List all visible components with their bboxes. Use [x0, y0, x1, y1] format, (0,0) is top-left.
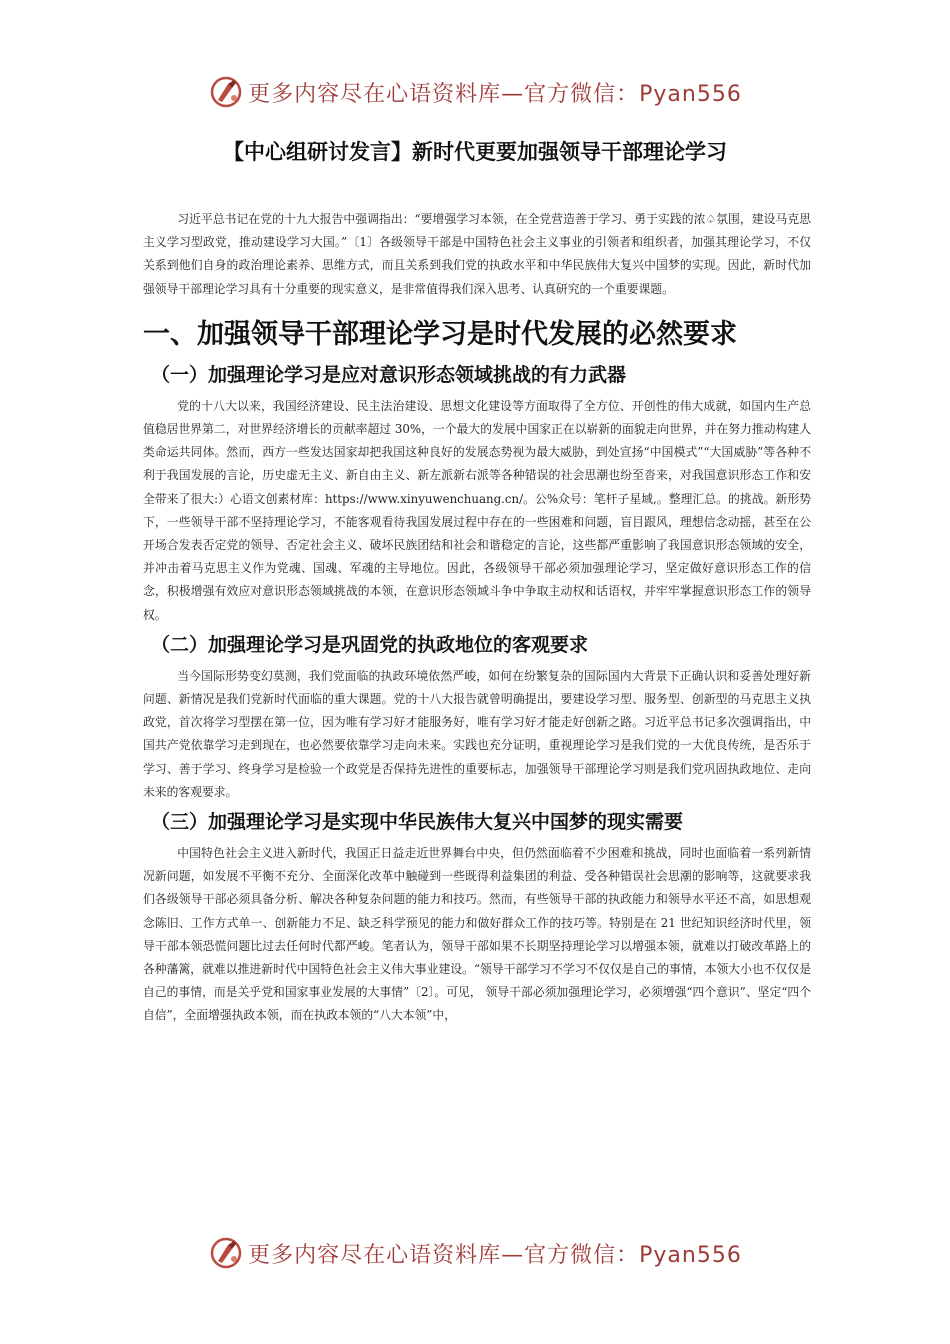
subsection-paragraph-1: 党的十八大以来，我国经济建设、民主法治建设、思想文化建设等方面取得了全方位、开创性的伟大成就，如国内生产总值稳居世界第二，对世界经济增长的贡献率超过 30%，一个最大的发展中国家正在以崭新的面貌走向世界，并在努力推动构建人类命运共同体。然而，西方一些发达国家却把我国这种良好的发展态势视为最大威胁，到处宣扬“中国模式”“大国威胁”等各种不利于我国发展的言论，历史虚无主义、新自由主义、新左派新右派等各种错误的社会思潮也纷至沓来，对我国意识形态工作和安全带来了很大:）心语文创素材库：https://www.xinyuwenchuang.cn/。公%众号：笔杆子星域,。整理汇总。的挑战。新形势下，一些领导干部不坚持理论学习，不能客观看待我国发展过程中存在的一些困难和问题，盲目跟风，理想信念动摇，甚至在公开场合发表否定党的领导、否定社会主义、破坏民族团结和社会和谐稳定的言论，这些都严重影响了我国意识形态领域的安全，并冲击着马克思主义作为党魂、国魂、军魂的主导地位。因此，各级领导干部必须加强理论学习，坚定做好意识形态工作的信念，积极增强有效应对意识形态领域挑战的本领，在意识形态领域斗争中争取主动权和话语权，并牢牢掌握意识形态工作的领导权。 — [143, 398, 811, 622]
watermark-banner-bottom — [0, 1231, 950, 1275]
watermark-text: 更多内容尽在心语资料库—官方微信：Pyan556 — [248, 81, 742, 107]
subsection-heading-2: （二）加强理论学习是巩固党的执政地位的客观要求 — [151, 633, 589, 656]
subsection-paragraph-2: 当今国际形势变幻莫测，我们党面临的执政环境依然严峻，如何在纷繁复杂的国际国内大背景下正确认识和妥善处理好新问题、新情况是我们党新时代面临的重大课题。党的十八大报告就曾明确提出，要建设学习型、服务型、创新型的马克思主义执政党，首次将学习型摆在第一位，因为唯有学习好才能服务好，唯有学习好才能走好创新之路。习近平总书记多次强调指出，中国共产党依靠学习走到现在，也必然要依靠学习走向未来。实践也充分证明，重视理论学习是我们党的一大优良传统，是否乐于学习、善于学习、终身学习是检验一个政党是否保持先进性的重要标志，加强领导干部理论学习则是我们党巩固执政地位、走向未来的客观要求。 — [143, 668, 811, 799]
section-heading-1: 一、加强领导干部理论学习是时代发展的必然要求 — [143, 318, 737, 350]
pen-logo-icon — [208, 1235, 244, 1271]
document-body — [143, 208, 811, 1028]
pen-logo-icon — [208, 74, 244, 110]
subsection-paragraph-3: 中国特色社会主义进入新时代，我国正日益走近世界舞台中央，但仍然面临着不少困难和挑战，同时也面临着一系列新情况新问题，如发展不平衡不充分、全面深化改革中触碰到一些既得利益集团的利益、受各种错误社会思潮的影响等，这就要求我们各级领导干部必须具备分析、解决各种复杂问题的能力和技巧。然而，有些领导干部的执政能力和领导水平还不高，如思想观念陈旧、工作方式单一、创新能力不足、缺乏科学预见的能力和做好群众工作的技巧等。特别是在 21 世纪知识经济时代里，领导干部本领恐慌问题比过去任何时代都严峻。笔者认为，领导干部如果不长期坚持理论学习以增强本领，就难以打破改革路上的各种藩篱，就难以推进新时代中国特色社会主义伟大事业建设。“领导干部学习不学习不仅仅是自己的事情，本领大小也不仅仅是自己的事情，而是关乎党和国家事业发展的大事情”〔2〕。可见， 领导干部必须加强理论学习，必须增强“四个意识”、坚定“四个自信”，全面增强执政本领，而在执政本领的“八大本领”中， — [143, 846, 811, 1023]
watermark-text: 更多内容尽在心语资料库—官方微信：Pyan556 — [248, 1242, 742, 1268]
subsection-heading-1: （一）加强理论学习是应对意识形态领域挑战的有力武器 — [151, 363, 627, 386]
intro-paragraph: 习近平总书记在党的十九大报告中强调指出：“要增强学习本领，在全党营造善于学习、勇于实践的浓♤氛围，建设马克思主义学习型政党，推动建设学习大国。”〔1〕各级领导干部是中国特色社会主义事业的引领者和组织者，加强其理论学习，不仅关系到他们自身的政治理论素养、思维方式，而且关系到我们党的执政水平和中华民族伟大复兴中国梦的实现。因此，新时代加强领导干部理论学习具有十分重要的现实意义，是非常值得我们深入思考、认真研究的一个重要课题。 — [143, 212, 812, 296]
subsection-heading-3: （三）加强理论学习是实现中华民族伟大复兴中国梦的现实需要 — [151, 811, 684, 834]
document-title: 【中心组研讨发言】新时代更要加强领导干部理论学习 — [223, 140, 727, 164]
watermark-banner-top — [0, 70, 950, 114]
